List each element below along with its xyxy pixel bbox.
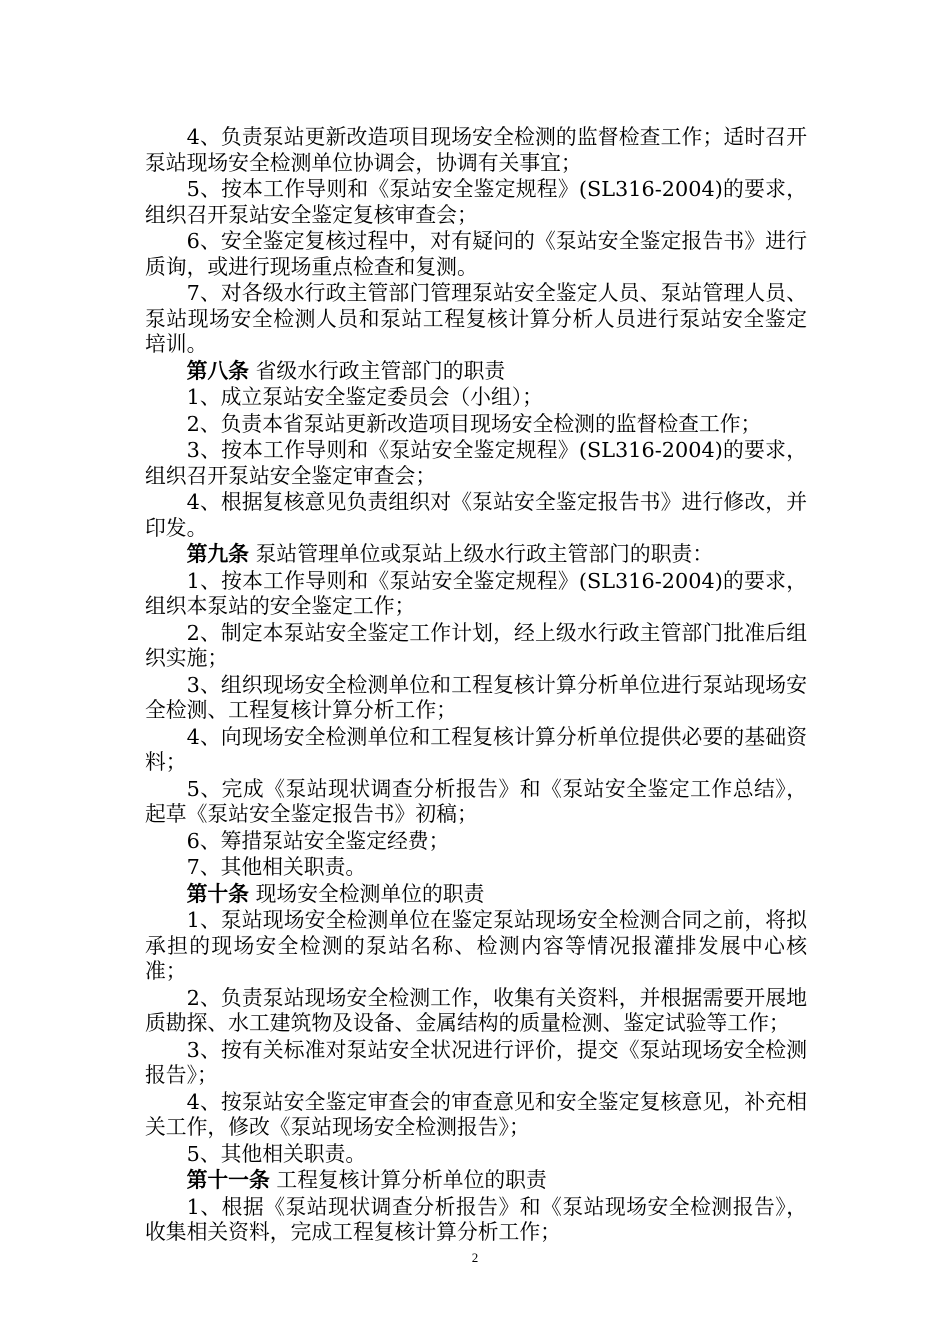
- paragraph-text: 1、根据《泵站现状调查分析报告》和《泵站现场安全检测报告》，收集相关资料，完成工程复核计算分析工作；: [145, 1194, 807, 1244]
- paragraph: [145, 280, 807, 358]
- paragraph-text: 3、按有关标准对泵站安全状况进行评价，提交《泵站现场安全检测报告》；: [145, 1037, 807, 1087]
- paragraph-text: 2、负责本省泵站更新改造项目现场安全检测的监督检查工作；: [186, 411, 762, 436]
- paragraph-text: 5、按本工作导则和《泵站安全鉴定规程》(SL316-2004)的要求，组织召开泵站安全鉴定复核审查会；: [145, 177, 807, 227]
- paragraph: [145, 776, 807, 828]
- paragraph: [145, 672, 807, 724]
- paragraph: [145, 1089, 807, 1141]
- article-heading: 第八条: [186, 357, 249, 383]
- article-heading: 第十条: [186, 880, 249, 906]
- paragraph-text: 5、其他相关职责。: [186, 1141, 367, 1166]
- paragraph-text: 6、安全鉴定复核过程中，对有疑问的《泵站安全鉴定报告书》进行质询，或进行现场重点检查和复测。: [145, 229, 807, 279]
- article-heading: 第十一条: [186, 1167, 270, 1192]
- paragraph: [145, 828, 807, 855]
- paragraph-text: 7、其他相关职责。: [186, 855, 367, 879]
- paragraph: [145, 620, 807, 672]
- paragraph: [145, 228, 807, 280]
- paragraph-text: 1、泵站现场安全检测单位在鉴定泵站现场安全检测合同之前，将拟承担的现场安全检测的泵站名称、检测内容等情况报灌排发展中心核准；: [145, 908, 807, 983]
- paragraph: [145, 854, 807, 881]
- paragraph: [145, 881, 807, 908]
- paragraph: [145, 541, 807, 568]
- paragraph-text: 4、负责泵站更新改造项目现场安全检测的监督检查工作；适时召开泵站现场安全检测单位协调会，协调有关事宜；: [145, 125, 807, 175]
- paragraph-text: 省级水行政主管部门的职责: [248, 358, 506, 383]
- paragraph-text: 工程复核计算分析单位的职责: [269, 1168, 547, 1192]
- paragraph: [145, 124, 807, 176]
- paragraph: [145, 1141, 807, 1168]
- paragraph-text: 4、向现场安全检测单位和工程复核计算分析单位提供必要的基础资料；: [145, 724, 807, 774]
- paragraph-text: 4、按泵站安全鉴定审查会的审查意见和安全鉴定复核意见，补充相关工作，修改《泵站现场安全检测报告》；: [145, 1089, 807, 1139]
- paragraph-text: 7、对各级水行政主管部门管理泵站安全鉴定人员、泵站管理人员、泵站现场安全检测人员和泵站工程复核计算分析人员进行泵站安全鉴定培训。: [145, 281, 807, 356]
- paragraph-text: 现场安全检测单位的职责: [248, 881, 485, 906]
- paragraph: [145, 1194, 807, 1246]
- paragraph-text: 6、筹措泵站安全鉴定经费；: [186, 828, 450, 853]
- paragraph: [145, 1167, 807, 1194]
- paragraph-text: 3、组织现场安全检测单位和工程复核计算分析单位进行泵站现场安全检测、工程复核计算分析工作；: [145, 672, 807, 722]
- paragraph-text: 2、制定本泵站安全鉴定工作计划，经上级水行政主管部门批准后组织实施；: [145, 620, 807, 670]
- paragraph-text: 泵站管理单位或泵站上级水行政主管部门的职责：: [248, 542, 714, 566]
- paragraph: [145, 411, 807, 438]
- paragraph: [145, 985, 807, 1037]
- paragraph-text: 3、按本工作导则和《泵站安全鉴定规程》(SL316-2004)的要求，组织召开泵站安全鉴定审查会；: [145, 438, 807, 488]
- document-body: [145, 124, 807, 1246]
- paragraph: [145, 568, 807, 620]
- paragraph: [145, 437, 807, 489]
- paragraph: [145, 176, 807, 228]
- paragraph: [145, 724, 807, 776]
- paragraph-text: 5、完成《泵站现状调查分析报告》和《泵站安全鉴定工作总结》，起草《泵站安全鉴定报告书》初稿；: [145, 776, 807, 826]
- paragraph: [145, 1037, 807, 1089]
- paragraph-text: 1、按本工作导则和《泵站安全鉴定规程》(SL316-2004)的要求，组织本泵站的安全鉴定工作；: [145, 568, 807, 618]
- article-heading: 第九条: [186, 541, 249, 566]
- paragraph-text: 4、根据复核意见负责组织对《泵站安全鉴定报告书》进行修改，并印发。: [145, 490, 807, 540]
- paragraph: [145, 384, 807, 411]
- paragraph: [145, 358, 807, 385]
- paragraph: [145, 907, 807, 985]
- page-number: 2: [471, 1250, 479, 1265]
- paragraph: [145, 489, 807, 541]
- paragraph-text: 2、负责泵站现场安全检测工作，收集有关资料，并根据需要开展地质勘探、水工建筑物及设备、金属结构的质量检测、鉴定试验等工作；: [145, 985, 807, 1035]
- paragraph-text: 1、成立泵站安全鉴定委员会（小组）；: [186, 385, 543, 409]
